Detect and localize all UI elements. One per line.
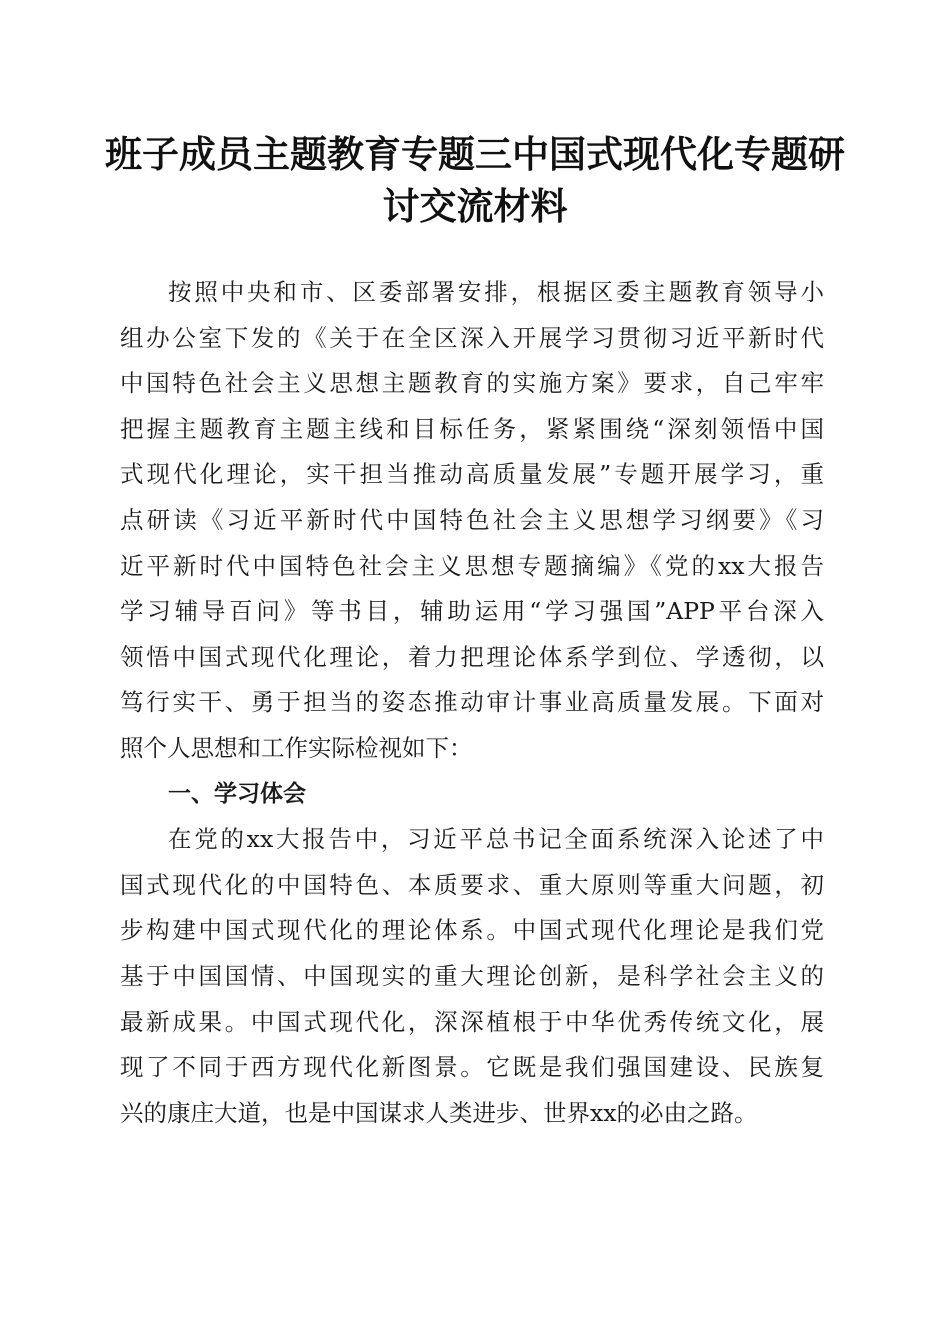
title-line-2: 讨交流材料 bbox=[382, 184, 568, 228]
section-heading: 一、学习体会 bbox=[168, 780, 306, 807]
text-line: 笃行实干、勇于担当的姿态推动审计事业高质量发展。下面对 bbox=[120, 688, 824, 717]
text-line: 式现代化理论，实干担当推动高质量发展”专题开展学习，重 bbox=[120, 460, 824, 489]
text-line: 中国特色社会主义思想主题教育的实施方案》要求，自己牢牢 bbox=[120, 369, 824, 398]
text-line: 照个人思想和工作实际检视如下： bbox=[120, 733, 473, 762]
text-line: 按照中央和市、区委部署安排，根据区委主题教育领导小 bbox=[168, 278, 824, 306]
text-line: 点研读《习近平新时代中国特色社会主义思想学习纲要》《习 bbox=[120, 505, 824, 534]
text-line: 最新成果。中国式现代化，深深植根于中华优秀传统文化，展 bbox=[120, 1007, 824, 1036]
text-line: 领悟中国式现代化理论，着力把理论体系学到位、学透彻，以 bbox=[120, 642, 824, 671]
document-title bbox=[100, 128, 850, 232]
text-line: 近平新时代中国特色社会主义思想专题摘编》《党的xx大报告 bbox=[120, 551, 824, 580]
text-line: 学习辅导百问》等书目，辅助运用“学习强国”APP平台深入 bbox=[120, 597, 824, 626]
text-line: 现了不同于西方现代化新图景。它既是我们强国建设、民族复 bbox=[120, 1053, 824, 1082]
document-body bbox=[120, 270, 824, 1136]
paragraph-study-insights bbox=[120, 817, 824, 1136]
text-line: 把握主题教育主题主线和目标任务，紧紧围绕“深刻领悟中国 bbox=[120, 414, 824, 443]
text-line: 国式现代化的中国特色、本质要求、重大原则等重大问题，初 bbox=[120, 870, 824, 899]
title-line-1: 班子成员主题教育专题三中国式现代化专题研 bbox=[105, 132, 845, 176]
text-line: 在党的xx大报告中，习近平总书记全面系统深入论述了中 bbox=[168, 825, 824, 854]
text-line: 组办公室下发的《关于在全区深入开展学习贯彻习近平新时代 bbox=[120, 323, 824, 352]
text-line: 兴的康庄大道，也是中国谋求人类进步、世界xx的必由之路。 bbox=[120, 1098, 758, 1127]
paragraph-intro bbox=[120, 270, 824, 772]
text-line: 步构建中国式现代化的理论体系。中国式现代化理论是我们党 bbox=[120, 916, 824, 945]
text-line: 基于中国国情、中国现实的重大理论创新，是科学社会主义的 bbox=[120, 961, 824, 990]
